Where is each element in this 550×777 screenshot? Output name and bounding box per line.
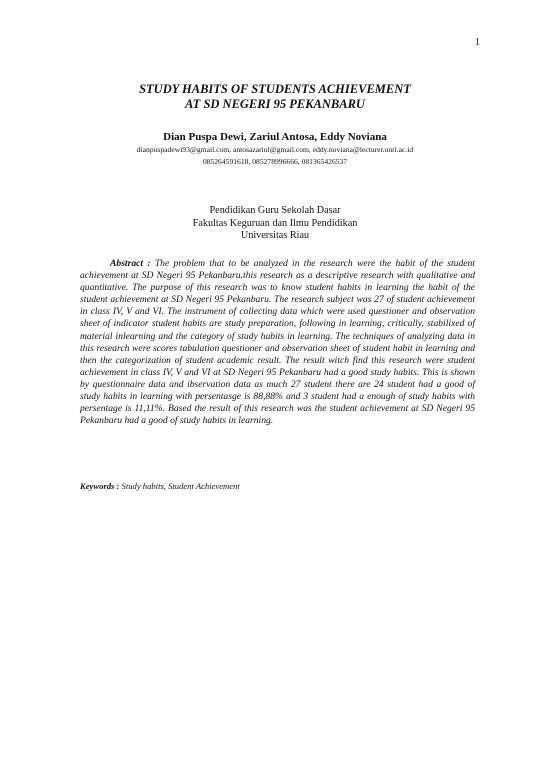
abstract-text: The problem that to be analyzed in the research were the habit of the student achievement at SD Negeri 95 Pekanbaru.this research as a descriptive research with qualitative and quantitative. The purpose of this research was to know student habits in learning the habit of the student achievement at SD Negeri 95 Pekanbaru. The research subject was 27 of student achievement in class IV, V and VI. The instrument of collecting data which were used questioner and observation sheet of indicator student habits are study preparation, following in learning, critically, stabilixed of material inlearning and the category of study habits in learning. The techniques of analyzing data in this research were scores tabulation questioner and observation sheet of student habit in learning and then the categorization of student academic result. The result witch find this research were student achievement in class IV, V and VI at SD Negeri 95 Pekanbaru had a good study habits. This is shown by questionnaire data and ibservation data as much 27 student there are 24 student had a good of study habits in learning with persentasge is 88,88% and 3 student had a enough of study habits with persentage is 11,11%. Based the result of this research was the student achievement at SD Negeri 95 Pekanbaru had a good of study habits in learning. (80, 258, 475, 427)
affiliation-faculty: Fakultas Keguruan dan Ilmu Pendidikan (192, 217, 358, 229)
contact-info (0, 144, 550, 167)
keywords-text: Study habits, Student Achievement (121, 481, 240, 491)
page-number: 1 (475, 37, 480, 48)
abstract (80, 258, 475, 427)
keywords-label: Keywords : (80, 481, 120, 491)
affiliation-university: Universitas Riau (240, 230, 310, 241)
author-names: Dian Puspa Dewi, Zariul Antosa, Eddy Noviana (163, 131, 387, 143)
title-line-1: STUDY HABITS OF STUDENTS ACHIEVEMENT (139, 82, 411, 96)
title-line-2: AT SD NEGERI 95 PEKANBARU (185, 97, 365, 111)
abstract-label: Abstract : (110, 258, 151, 269)
author-phones: 085264591618, 085278996666, 081365426537 (202, 156, 348, 166)
paper-title (0, 82, 550, 112)
author-emails: dianpuspadewi93@gmail.com, antosazariul@gmail.com, eddy.noviana@lecturer.unri.ac.id (136, 145, 414, 154)
affiliation (0, 205, 550, 243)
affiliation-program: Pendidikan Guru Sekolah Dasar (209, 205, 341, 216)
keywords (80, 481, 475, 491)
